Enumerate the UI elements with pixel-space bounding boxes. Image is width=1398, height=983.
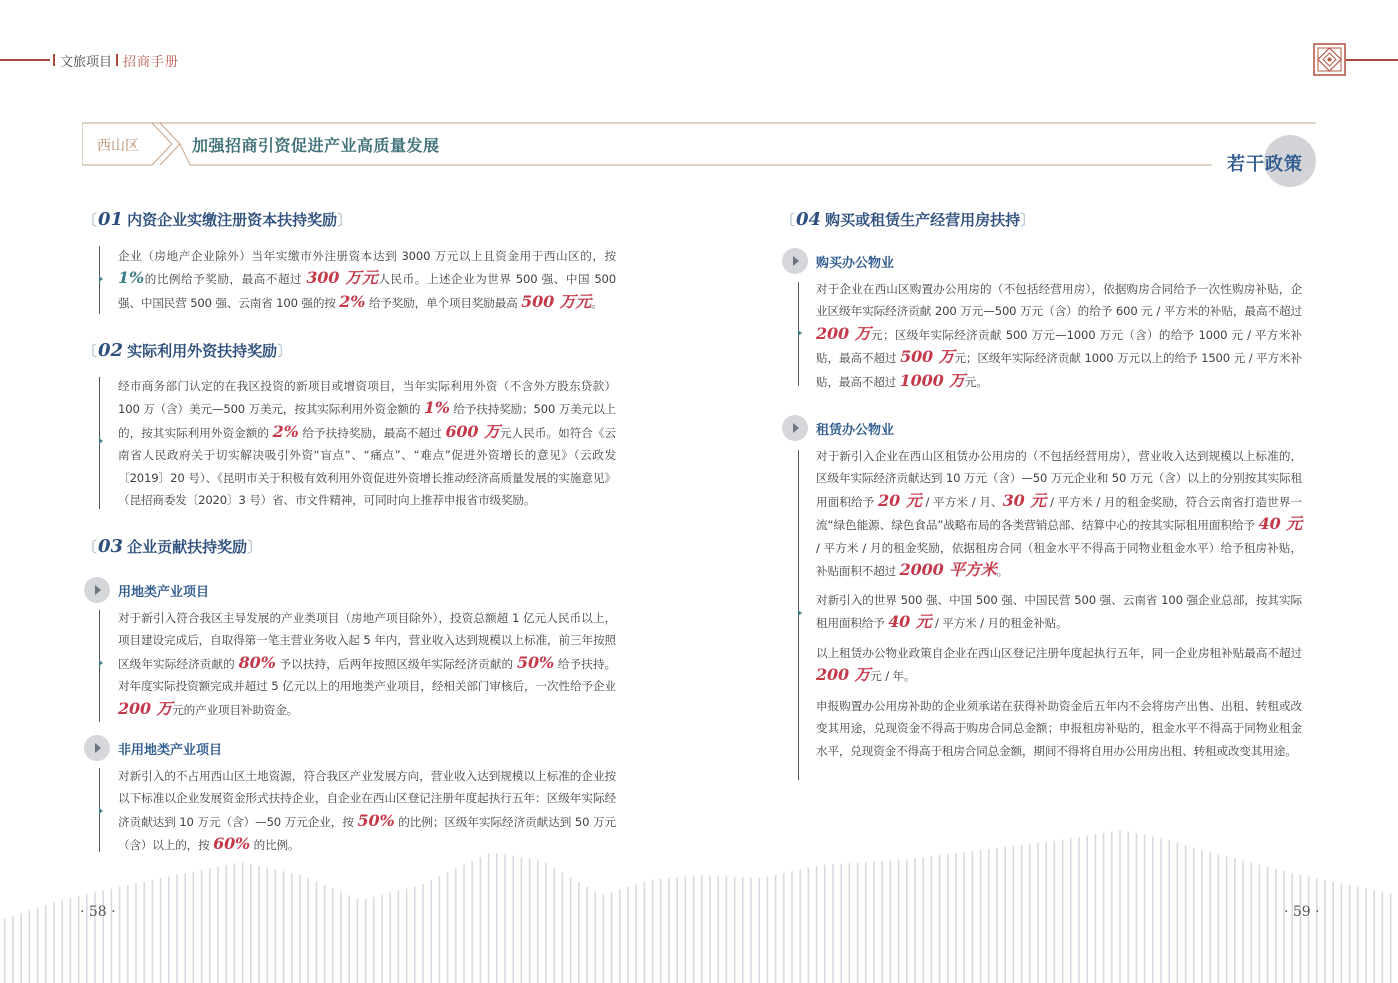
wave-bar [1300,875,1302,983]
wave-bar [1365,888,1367,983]
wave-bar [857,863,859,983]
wave-bar [389,893,391,983]
wave-bar [258,866,260,983]
wave-bar [906,859,908,983]
wave-bar [1218,854,1220,983]
wave-bar [717,876,719,983]
wave-bar [947,854,949,983]
wave-bar [521,857,523,983]
bracket-right-icon: 〕 [337,211,353,229]
wave-bar [627,887,629,983]
wave-bar [537,860,539,983]
wave-bar [1349,885,1351,983]
wave-bar [931,856,933,983]
wave-bar [1250,863,1252,983]
para-marker-icon [99,808,103,814]
wave-bar [799,870,801,983]
sub-heading-non-land-projects: 非用地类产业项目 [84,735,304,761]
wave-bar [70,898,72,983]
wave-bar [373,897,375,983]
non-land-projects-text: 对新引入的不占用西山区土地资源，符合我区产业发展方向，营业收入达到规模以上标准的企业按以下标准以企业发展资金形式扶持企业，自企业在西山区登记注册年度起执行五年：区级年实际经济贡献达到 10 万元（含）—50 万元企业，按 50% 的比例；区级年实际经济贡献达到 50 万元（含）以上的，按 60% 的比例。 [118,769,617,854]
section-01-text: 企业（房地产企业除外）当年实缴市外注册资本达到 3000 万元以上且资金用于西山区的，按 1%的比例给予奖励，最高不超过 300 万元人民币。上述企业为世界 500 强、中国 500 强、中国民营 500 强、云南省 100 强的按 2% 给予奖励，单个项目奖励最高 500 万元。 [118,249,616,311]
wave-bar [168,876,170,983]
wave-bar [734,877,736,983]
wave-bar [422,884,424,983]
wave-bar [283,871,285,983]
wave-bar [1242,861,1244,983]
bracket-right-icon: 〕 [277,342,293,360]
section-title: 内资企业实缴注册资本扶持奖励 [127,211,338,229]
wave-bar [1152,836,1154,983]
wave-bar [775,875,777,983]
wave-bar [430,880,432,983]
wave-bar [1316,878,1318,983]
wave-bar [955,853,957,983]
para-marker-icon [798,330,802,336]
wave-bar [1136,833,1138,983]
wave-bar [808,868,810,983]
wave-bar [1185,845,1187,983]
wave-bar [20,913,22,983]
bracket-left-icon: 〔 [82,342,98,360]
wave-bar [873,862,875,983]
wave-bar [553,868,555,983]
wave-bar [1004,847,1006,983]
wave-bar [160,878,162,983]
wave-bar [201,870,203,983]
section-title: 企业贡献扶持奖励 [127,538,248,556]
wave-bar [980,850,982,983]
wave-bar [726,876,728,983]
wave-bar [996,848,998,983]
play-circle-icon [84,577,110,603]
wave-bar [939,855,941,983]
wave-bar [340,892,342,983]
header-divider-2 [116,54,118,66]
wave-bar [4,919,6,983]
wave-bar [652,880,654,983]
wave-bar [1332,882,1334,983]
lease-office-text-1: 对于新引入企业在西山区租赁办公用房的（不包括经营用房），营业收入达到规模以上标准的，区级年实际经济贡献达到 10 万元（含）—50 万元企业和 50 万元（含）以上的分别按其实际租用面积给予 20 元 / 平方米 / 月、30 元 / 平方米 / 月的租金奖励，符合云南省打造世界一流“绿色能源、绿色食品”战略布局的各类营销总部、结算中心的按其实际租用面积给予 40 元 / 平方米 / 月的租金奖励，依据租房合同（租金水平不得高于同物业租金水平）给予租房补贴，补贴面积不超过 2000 平方米。 [816,449,1302,580]
wave-bar [496,853,498,983]
page-number-right: · 59 · [1284,904,1320,920]
sub-heading-purchase-office: 购买办公物业 [782,248,1002,274]
wave-bar [12,916,14,983]
wave-bar [1078,837,1080,983]
wave-bar [357,899,359,983]
decorative-wave-bars [0,820,1398,983]
wave-bar [849,863,851,983]
wave-bar [742,877,744,983]
wave-bar [660,879,662,983]
wave-bar [1209,852,1211,983]
wave-bar [225,865,227,983]
play-circle-icon [84,735,110,761]
wave-bar [890,861,892,983]
wave-bar [1095,834,1097,983]
section-number: 01 [98,209,124,230]
wave-bar [291,873,293,983]
wave-bar [758,878,760,983]
wave-bar [750,878,752,983]
wave-bar [685,877,687,983]
wave-bar [217,867,219,983]
wave-bar [1341,883,1343,983]
wave-bar [570,877,572,983]
wave-bar [1054,841,1056,983]
wave-bar [504,854,506,983]
sub-heading-lease-office: 租赁办公物业 [782,415,1002,441]
header-divider [53,54,55,66]
wave-bar [242,862,244,983]
wave-bar [463,865,465,983]
lease-office-text-4: 申报购置办公用房补助的企业须承诺在获得补助资金后五年内不会将房产出售、出租、转租或改变其用途，兑现资金不得高于购房合同总金额；申报租房补贴的，租金水平不得高于同物业租金水平，兑现资金不得高于租房合同总金额，期间不得将自用办公用房出租、转租或改变其用途。 [816,699,1302,758]
wave-bar [594,892,596,983]
wave-bar [1103,833,1105,983]
bracket-right-icon: 〕 [1020,211,1036,229]
wave-bar [152,880,154,983]
wave-bar [865,862,867,983]
wave-bar [209,868,211,983]
para-marker-icon [99,660,103,666]
wave-bar [914,858,916,983]
wave-bar [783,873,785,983]
wave-bar [53,902,55,983]
wave-bar [37,908,39,983]
wave-bar [414,887,416,983]
wave-bar [1234,859,1236,983]
wave-bar [1160,838,1162,983]
wave-bar [676,877,678,983]
wave-bar [898,860,900,983]
para-marker-icon [798,610,802,616]
wave-bar [603,894,605,983]
wave-bar [1144,835,1146,983]
bracket-right-icon: 〕 [247,538,263,556]
lease-office-text-2: 对新引入的世界 500 强、中国 500 强、中国民营 500 强、云南省 100 强企业总部，按其实际租用面积给予 40 元 / 平方米 / 月的租金补贴。 [816,593,1302,632]
section-title: 实际利用外资扶持奖励 [127,342,278,360]
wave-bar [1259,865,1261,983]
wave-bar [791,871,793,983]
para-rule [99,610,100,722]
para-marker-icon [99,438,103,444]
wave-bar [398,891,400,983]
wave-bar [406,889,408,983]
wave-bar [135,883,137,983]
wave-bar [480,857,482,983]
section-number: 02 [98,340,124,361]
banner-title: 加强招商引资促进产业高质量发展 [192,136,440,155]
section-02-heading [82,340,292,362]
wave-bar [1021,845,1023,983]
wave-bar [1390,893,1392,983]
play-circle-icon [782,248,808,274]
wave-bar [1275,869,1277,983]
wave-bar [184,873,186,983]
wave-bar [250,864,252,983]
wave-bar [1291,873,1293,983]
header-subtitle: 招商手册 [123,55,180,70]
wave-bar [234,863,236,983]
wave-bar [143,882,145,983]
bracket-left-icon: 〔 [780,211,796,229]
wave-bar [512,856,514,983]
wave-bar [111,889,113,983]
wave-bar [1324,880,1326,983]
wave-bar [439,876,441,983]
wave-bar [1168,840,1170,983]
wave-bar [1013,846,1015,983]
wave-bar [1382,892,1384,983]
policy-title: 若干政策 [1227,154,1303,175]
wave-bar [1037,843,1039,983]
wave-bar [316,882,318,983]
wave-bar [45,905,47,983]
wave-bar [365,899,367,983]
wave-bar [832,864,834,983]
header-rule-right [1346,59,1398,61]
section-number: 04 [796,209,822,230]
wave-bar [586,887,588,983]
wave-bar [1062,840,1064,983]
header-title: 文旅项目 [60,55,113,70]
wave-bar [455,869,457,983]
wave-bar [1226,857,1228,983]
wave-bar [1119,830,1121,983]
wave-bar [701,875,703,983]
land-projects-text: 对于新引入符合我区主导发展的产业类项目（房地产项目除外），投资总额超 1 亿元人民币以上，项目建设完成后，自取得第一笔主营业务收入起 5 年内，营业收入达到规模以上标准，前三年按照区级年实际经济贡献的 80% 予以扶持，后两年按照区级年实际经济贡献的 50% 给予扶持。对年度实际投资额完成并超过 5 亿元以上的用地类产业项目，经相关部门审核后，一次性给予企业 200 万元的产业项目补助资金。 [118,611,616,718]
wave-bar [709,876,711,983]
wave-bar [1177,843,1179,983]
bracket-left-icon: 〔 [82,538,98,556]
wave-bar [668,878,670,983]
wave-bar [824,865,826,983]
wave-bar [816,866,818,983]
wave-bar [1045,842,1047,983]
page-number-left: · 58 · [80,904,116,920]
wave-bar [193,872,195,983]
section-04-heading [780,209,1035,231]
wave-bar [324,885,326,983]
wave-bar [447,872,449,983]
sub-heading-land-projects: 用地类产业项目 [84,577,304,603]
wave-bar [176,875,178,983]
wave-bar [275,870,277,983]
wave-bar [1308,877,1310,983]
wave-bar [471,861,473,983]
wave-bar [644,882,646,983]
para-marker-icon [99,276,103,282]
wave-bar [1283,871,1285,983]
wave-bar [348,895,350,983]
section-02-text: 经市商务部门认定的在我区投资的新项目或增资项目，当年实际利用外资（不含外方股东贷款）100 万（含）美元—500 万美元，按其实际利用外资金额的 1% 给予扶持奖励；500 万美元以上的，按其实际利用外资金额的 2% 给予扶持奖励，最高不超过 600 万元人民币。如符合《云南省人民政府关于切实解决吸引外资“盲点”、“痛点”、“难点”促进外资增长的意见》（云政发〔2019〕20 号）、《昆明市关于积极有效利用外资促进外资增长推动经济高质量发展的实施意见》（昆招商委发〔2020〕3 号）省、市文件精神，可同时向上推荐申报省市级奖励。 [118,379,616,508]
wave-bar [1201,850,1203,983]
wave-bar [619,889,621,983]
wave-bar [1357,887,1359,983]
wave-bar [988,849,990,983]
wave-bar [266,868,268,983]
wave-bar [119,887,121,983]
wave-bar [127,885,129,983]
section-title: 购买或租赁生产经营用房扶持 [825,211,1021,229]
wave-bar [1111,832,1113,983]
wave-bar [635,884,637,983]
section-01-heading [82,209,352,231]
wave-bar [1373,890,1375,983]
wave-bar [1127,832,1129,983]
wave-bar [840,864,842,983]
wave-bar [881,861,883,983]
wave-bar [562,873,564,983]
wave-bar [29,911,31,983]
wave-bar [1029,844,1031,983]
wave-bar [693,876,695,983]
wave-bar [1193,847,1195,983]
wave-bar [972,851,974,983]
wave-bar [332,888,334,983]
bracket-left-icon: 〔 [82,211,98,229]
section-number: 03 [98,536,124,557]
wave-bar [1267,867,1269,983]
wave-bar [299,875,301,983]
lease-office-text-3: 以上租赁办公物业政策自企业在西山区登记注册年度起执行五年，同一企业房租补贴最高不超过 200 万元 / 年。 [816,646,1302,685]
wave-bar [767,877,769,983]
wave-bar [61,900,63,983]
wave-bar [963,852,965,983]
wave-bar [578,882,580,983]
lattice-ornament-icon [1313,43,1346,76]
wave-bar [611,892,613,983]
wave-bar [922,857,924,983]
purchase-office-text: 对于企业在西山区购置办公用房的（不包括经营用房），依据购房合同给予一次性购房补贴，企业区级年实际经济贡献 200 万元—500 万元（含）的给予 600 元 / 平方米的补贴，最高不超过 200 万元；区级年实际经济贡献 500 万元—1000 万元（含）的给予 1000 元 / 平方米补贴，最高不超过 500 万元；区级年实际经济贡献 1000 万元以上的给予 1500 元 / 平方米补贴，最高不超过 1000 万元。 [816,282,1302,390]
wave-bar [1086,836,1088,983]
wave-bar [381,895,383,983]
wave-bar [1070,838,1072,983]
wave-bar [529,858,531,983]
wave-bar [488,853,490,983]
wave-bar [307,878,309,983]
header-rule-left [0,59,50,61]
section-03-heading [82,536,262,558]
play-circle-icon [782,415,808,441]
wave-bar [545,863,547,983]
banner-district: 西山区 [97,138,139,154]
